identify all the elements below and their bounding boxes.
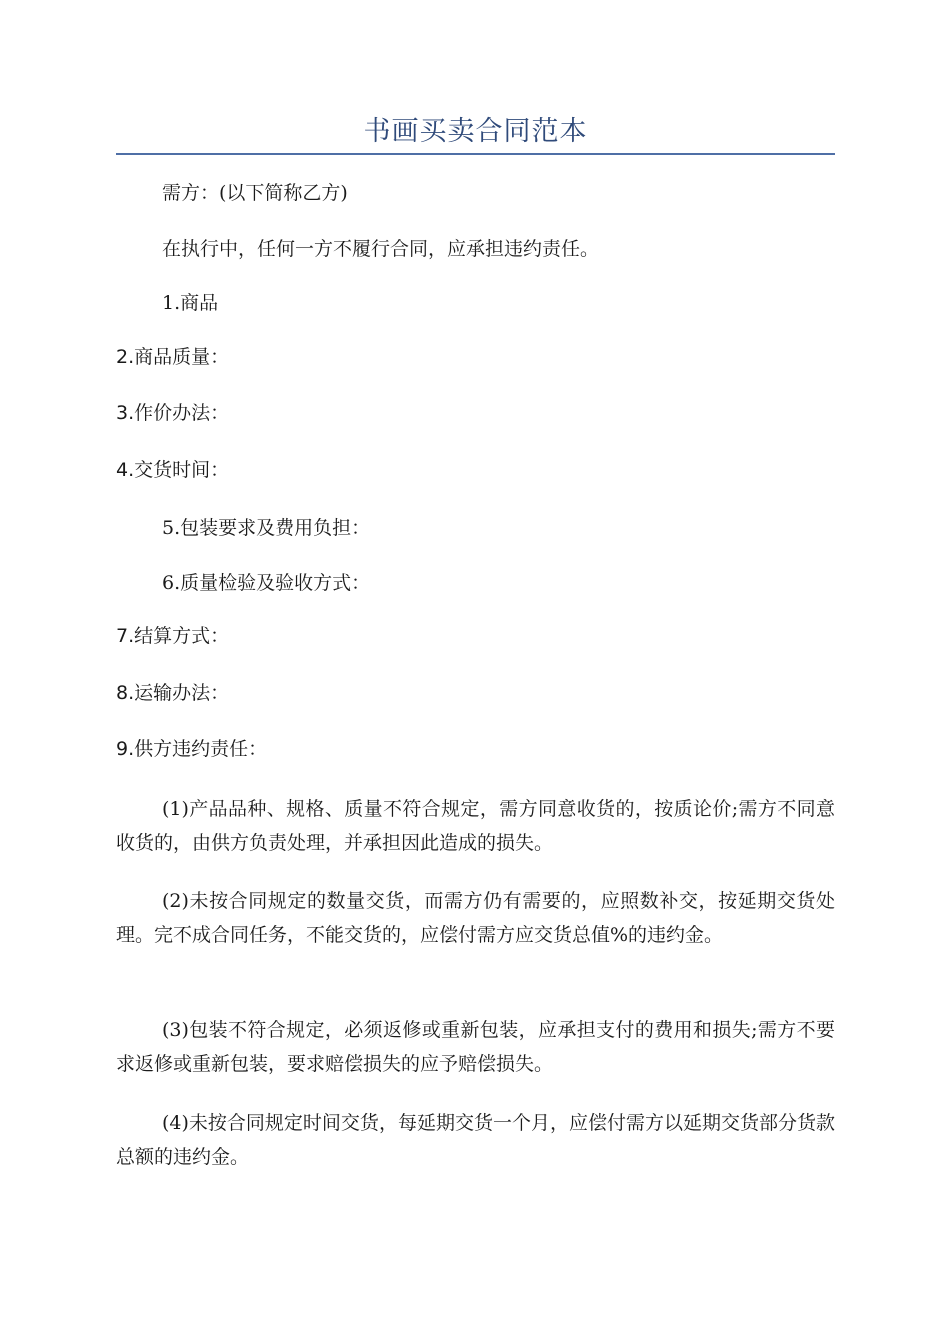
item-goods: 1.商品 <box>162 292 219 314</box>
clause-1: (1)产品品种、规格、质量不符合规定，需方同意收货的，按质论价;需方不同意收货的，由供方负责处理，并承担因此造成的损失。 <box>116 798 835 854</box>
clause-2: (2)未按合同规定的数量交货，而需方仍有需要的，应照数补交，按延期交货处理。完不成合同任务，不能交货的，应偿付需方应交货总值%的违约金。 <box>116 890 835 946</box>
page-title: 书画买卖合同范本 <box>363 116 588 147</box>
item-delivery-time: 4.交货时间： <box>116 459 230 481</box>
item-pricing: 3.作价办法： <box>116 402 230 424</box>
clause-4: (4)未按合同规定时间交货，每延期交货一个月，应偿付需方以延期交货部分货款总额的违约金。 <box>116 1112 835 1168</box>
title-divider <box>116 153 835 155</box>
item-transport: 8.运输办法： <box>116 682 230 704</box>
item-inspection: 6.质量检验及验收方式： <box>162 572 371 594</box>
item-packaging: 5.包装要求及费用负担： <box>162 517 371 539</box>
item-quality: 2.商品质量： <box>116 346 230 368</box>
item-supplier-liability: 9.供方违约责任： <box>116 738 268 760</box>
item-settlement: 7.结算方式： <box>116 625 230 647</box>
clause-3: (3)包装不符合规定，必须返修或重新包装，应承担支付的费用和损失;需方不要求返修或重新包装，要求赔偿损失的应予赔偿损失。 <box>116 1019 835 1075</box>
buyer-line: 需方：(以下简称乙方) <box>162 182 348 204</box>
intro-line: 在执行中，任何一方不履行合同，应承担违约责任。 <box>162 238 600 260</box>
